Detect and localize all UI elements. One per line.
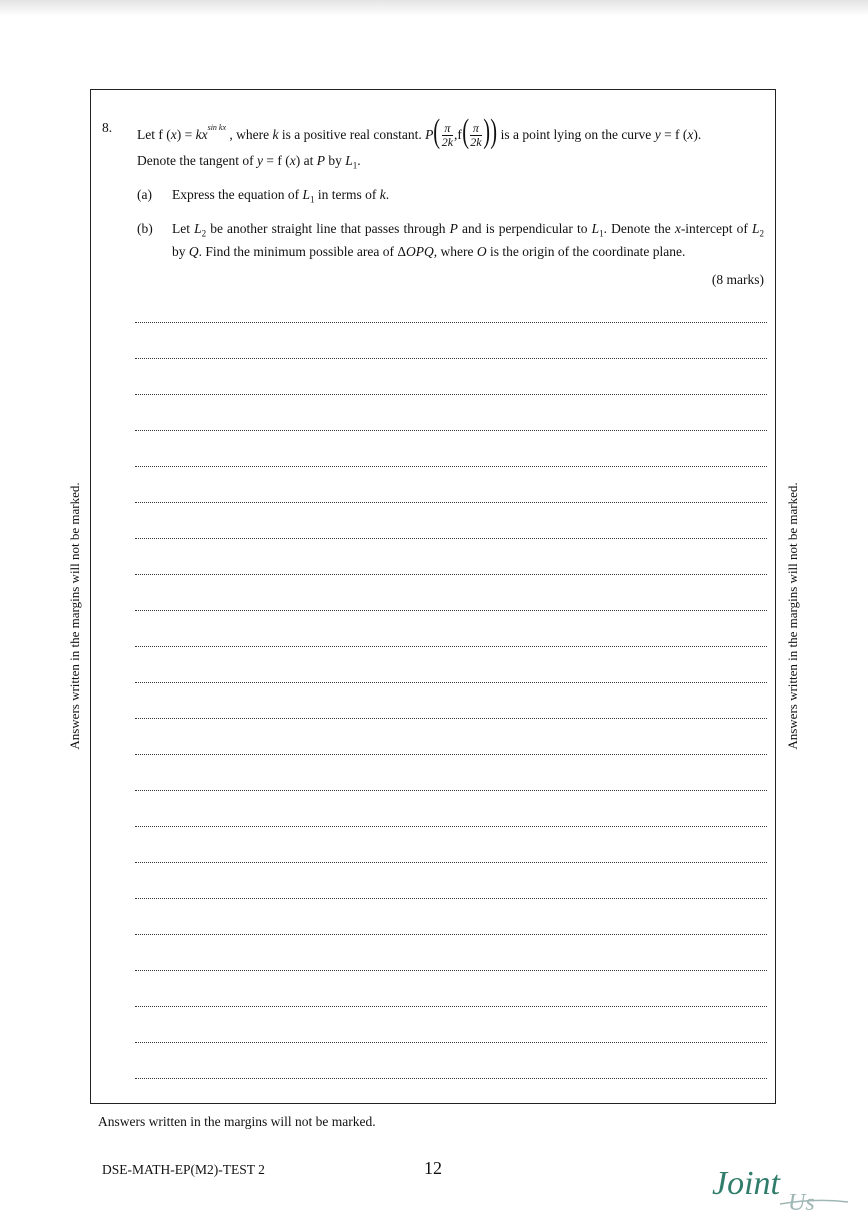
- part-b-label: (b): [137, 221, 153, 236]
- question-line-2: Denote the tangent of y = f (x) at P by $L_1$.: [137, 153, 361, 171]
- answer-line[interactable]: [135, 1006, 767, 1007]
- part-a-text: Express the equation of $L_1$ in terms of k.: [172, 187, 390, 205]
- svg-text:Joint: Joint: [712, 1165, 780, 1202]
- part-a-label: (a): [137, 187, 152, 202]
- marks-label: (8 marks): [711, 272, 764, 287]
- answer-line[interactable]: [135, 898, 767, 899]
- answer-line[interactable]: [135, 502, 767, 503]
- answer-line[interactable]: [135, 1078, 767, 1079]
- answer-line[interactable]: [135, 538, 767, 539]
- answer-line[interactable]: [135, 322, 767, 323]
- answer-line[interactable]: [135, 682, 767, 683]
- answer-line[interactable]: [135, 574, 767, 575]
- page-number: 12: [424, 1158, 442, 1178]
- svg-text:Us: Us: [788, 1190, 815, 1216]
- paper-code: DSE-MATH-EP(M2)-TEST 2: [102, 1162, 265, 1177]
- jointus-logo: [710, 1160, 850, 1220]
- top-shadow: [0, 0, 868, 16]
- answer-line[interactable]: [135, 466, 767, 467]
- answer-line[interactable]: [135, 358, 767, 359]
- answer-line[interactable]: [135, 754, 767, 755]
- answer-line[interactable]: [135, 718, 767, 719]
- answer-line[interactable]: [135, 790, 767, 791]
- fraction-pi-over-2k: $\frac{\pi}{2k}$: [470, 121, 482, 150]
- answer-line[interactable]: [135, 646, 767, 647]
- right-margin-note: Answers written in the margins will not be marked.: [785, 482, 800, 750]
- answer-line[interactable]: [135, 970, 767, 971]
- answer-line[interactable]: [135, 1042, 767, 1043]
- left-margin-note: Answers written in the margins will not be marked.: [67, 482, 82, 750]
- fraction-pi-over-2k: $\frac{\pi}{2k}$: [441, 121, 454, 150]
- answer-line[interactable]: [135, 826, 767, 827]
- answer-line[interactable]: [135, 610, 767, 611]
- answer-line[interactable]: [135, 430, 767, 431]
- question-line-1: Let f $(x) = kx^{sin kx}$ , where k is a positive real constant. P( $\frac{\pi}{2k}$ ,f( $\frac{\pi}{2k}$ )) is a point lying on the curve y = f (x).: [137, 113, 702, 150]
- answer-line[interactable]: [135, 394, 767, 395]
- answer-line[interactable]: [135, 934, 767, 935]
- footer-margin-note: Answers written in the margins will not be marked.: [98, 1114, 376, 1129]
- part-b-text: Let $L_2$ be another straight line that passes through P and is perpendicular to $L_1$. Denote the x-intercept of $L_2$ by Q. Find the minimum possible area of ΔOPQ, where O is the origin of the coordinate plane.: [172, 221, 764, 259]
- question-number: 8.: [102, 120, 113, 135]
- answer-line[interactable]: [135, 862, 767, 863]
